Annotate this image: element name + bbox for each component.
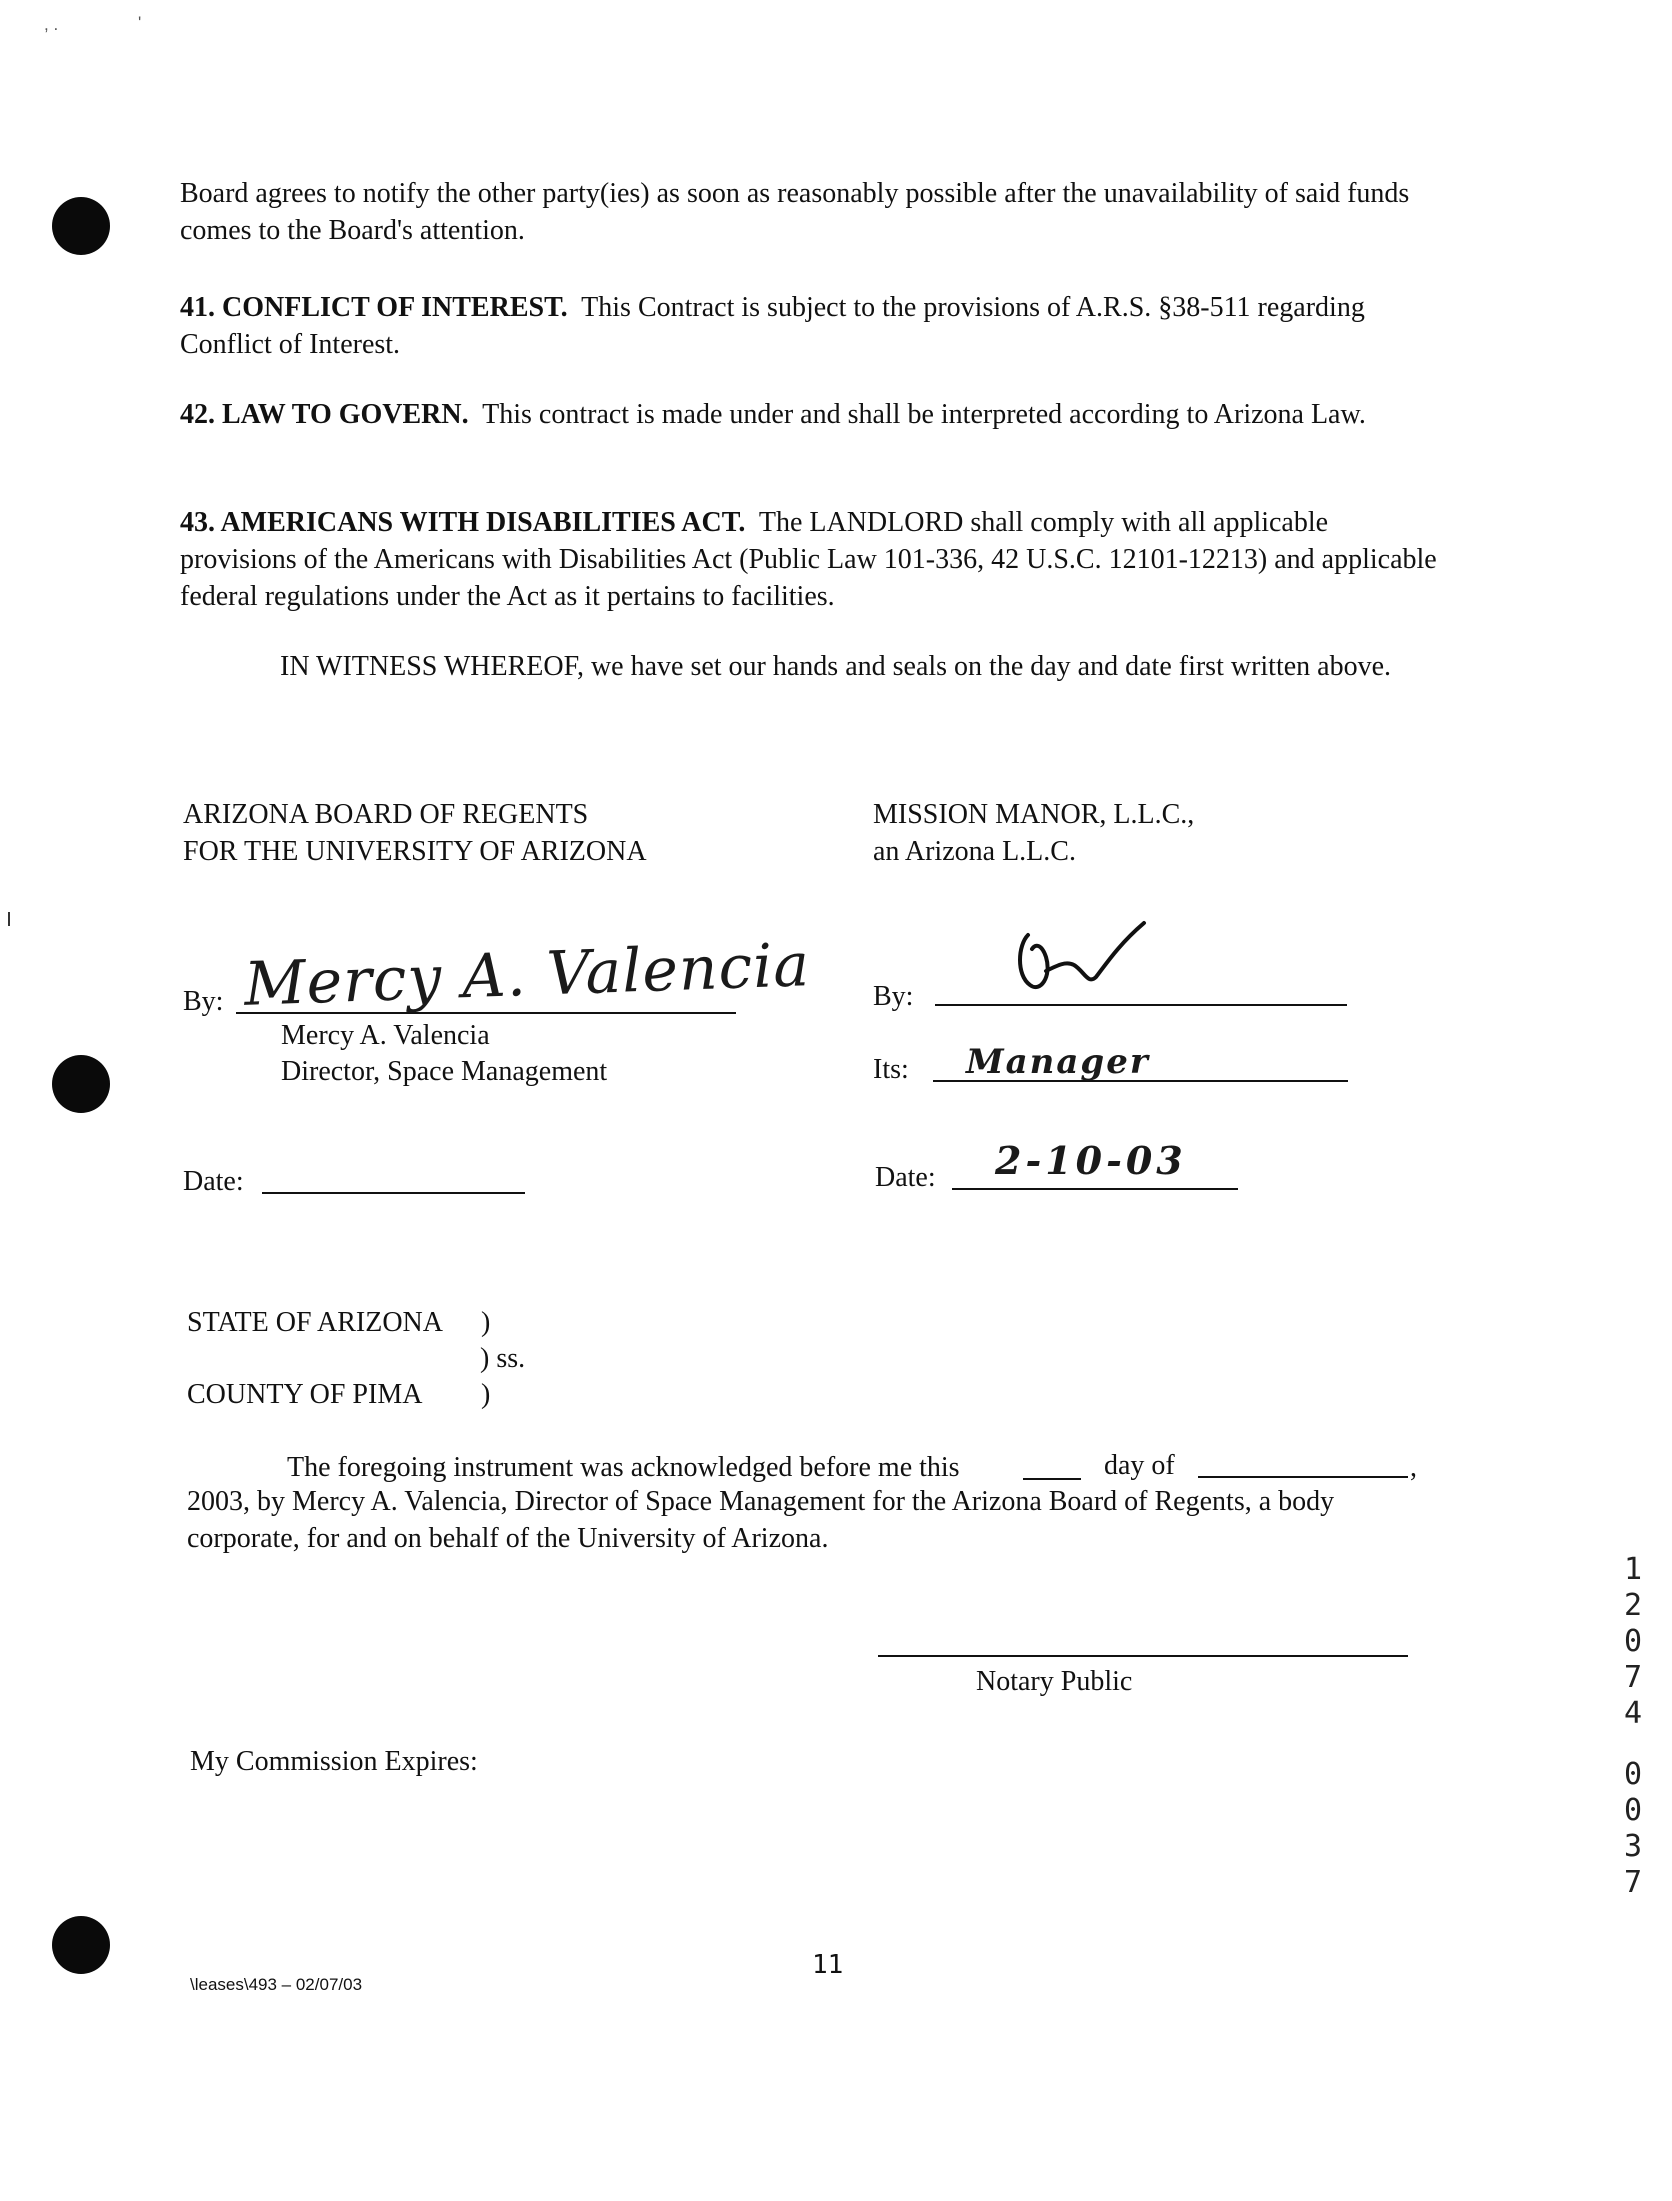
notary-ss: ) ss.	[480, 1343, 526, 1374]
ack-comma: ,	[1410, 1452, 1417, 1483]
left-signature: Mercy A. Valencia	[242, 930, 812, 1020]
margin-mark: , .	[44, 15, 59, 34]
right-party-name: MISSION MANOR, L.L.C.,	[873, 799, 1195, 830]
right-by-label: By:	[873, 981, 914, 1012]
punch-hole	[52, 1055, 110, 1113]
right-date-label: Date:	[875, 1162, 936, 1193]
clause-43-body: The LANDLORD shall comply with all applicable provisions of the Americans with Disabilities Act (Public Law 101-336, 42 U.S.C. 12101-12213) and applicable federal regulations under the Act as it pertains to facilities.	[180, 507, 1437, 612]
notary-paren: )	[481, 1307, 491, 1338]
punch-hole	[52, 197, 110, 255]
side-stamp-digit: 3	[1624, 1829, 1643, 1864]
notary-paren: )	[481, 1379, 491, 1410]
side-stamp-digit: 0	[1624, 1757, 1643, 1792]
clause-41-body: This Contract is subject to the provisions of A.R.S. §38-511 regarding Conflict of Interest.	[180, 292, 1365, 360]
left-date-label: Date:	[183, 1166, 244, 1197]
page-number: 11	[812, 1950, 844, 1980]
side-stamp-digit: 0	[1624, 1793, 1643, 1828]
clause-43-heading: 43. AMERICANS WITH DISABILITIES ACT.	[180, 507, 746, 538]
right-date-line	[952, 1188, 1238, 1190]
clause-42	[180, 397, 1440, 434]
left-by-label: By:	[183, 986, 224, 1017]
clause-43	[180, 505, 1440, 616]
side-stamp-digit: 7	[1624, 1660, 1643, 1695]
side-stamp-digit: 2	[1624, 1588, 1643, 1623]
notary-public-label: Notary Public	[976, 1666, 1133, 1697]
left-party-name: ARIZONA BOARD OF REGENTS	[183, 799, 589, 830]
file-reference: \leases\493 – 02/07/03	[190, 1975, 363, 1994]
left-date-line[interactable]	[262, 1192, 525, 1194]
right-its-label: Its:	[873, 1054, 909, 1085]
ack-day-label: day of	[1104, 1450, 1175, 1481]
commission-expires: My Commission Expires:	[190, 1746, 478, 1777]
notary-state: STATE OF ARIZONA	[187, 1307, 443, 1338]
right-party-name-line2: an Arizona L.L.C.	[873, 836, 1076, 867]
side-stamp-digit: 7	[1624, 1865, 1643, 1900]
side-stamp-digit: 4	[1624, 1696, 1643, 1731]
side-stamp-digit: 0	[1624, 1624, 1643, 1659]
clause-41-heading: 41. CONFLICT OF INTEREST.	[180, 292, 568, 323]
clause-42-body: This contract is made under and shall be interpreted according to Arizona Law.	[482, 399, 1366, 430]
side-stamp-digit: 1	[1624, 1552, 1643, 1587]
notary-signature-line	[878, 1655, 1408, 1657]
clause-42-heading: 42. LAW TO GOVERN.	[180, 399, 469, 430]
ack-start: The foregoing instrument was acknowledged before me this	[287, 1452, 960, 1483]
right-its-value: Manager	[966, 1042, 1150, 1082]
right-signature-mark	[1000, 915, 1160, 1010]
margin-mark: '	[138, 13, 142, 32]
left-party-name-line2: FOR THE UNIVERSITY OF ARIZONA	[183, 836, 647, 867]
punch-hole	[52, 1916, 110, 1974]
clause-41	[180, 290, 1440, 364]
ack-body: 2003, by Mercy A. Valencia, Director of Space Management for the Arizona Board of Regents, a body corporate, for and on behalf of the University of Arizona.	[187, 1486, 1335, 1554]
ack-day-blank[interactable]	[1023, 1478, 1081, 1480]
margin-tick	[8, 912, 10, 926]
right-date-value: 2-10-03	[995, 1138, 1187, 1183]
witness-clause: IN WITNESS WHEREOF, we have set our hands and seals on the day and date first written above.	[280, 651, 1392, 682]
notary-county: COUNTY OF PIMA	[187, 1379, 423, 1410]
left-signer-name: Mercy A. Valencia	[281, 1020, 490, 1051]
ack-month-blank[interactable]	[1198, 1476, 1408, 1478]
clause-40-continuation: Board agrees to notify the other party(ies) as soon as reasonably possible after the unavailability of said funds comes to the Board's attention.	[180, 178, 1410, 246]
left-signer-title: Director, Space Management	[281, 1056, 608, 1087]
